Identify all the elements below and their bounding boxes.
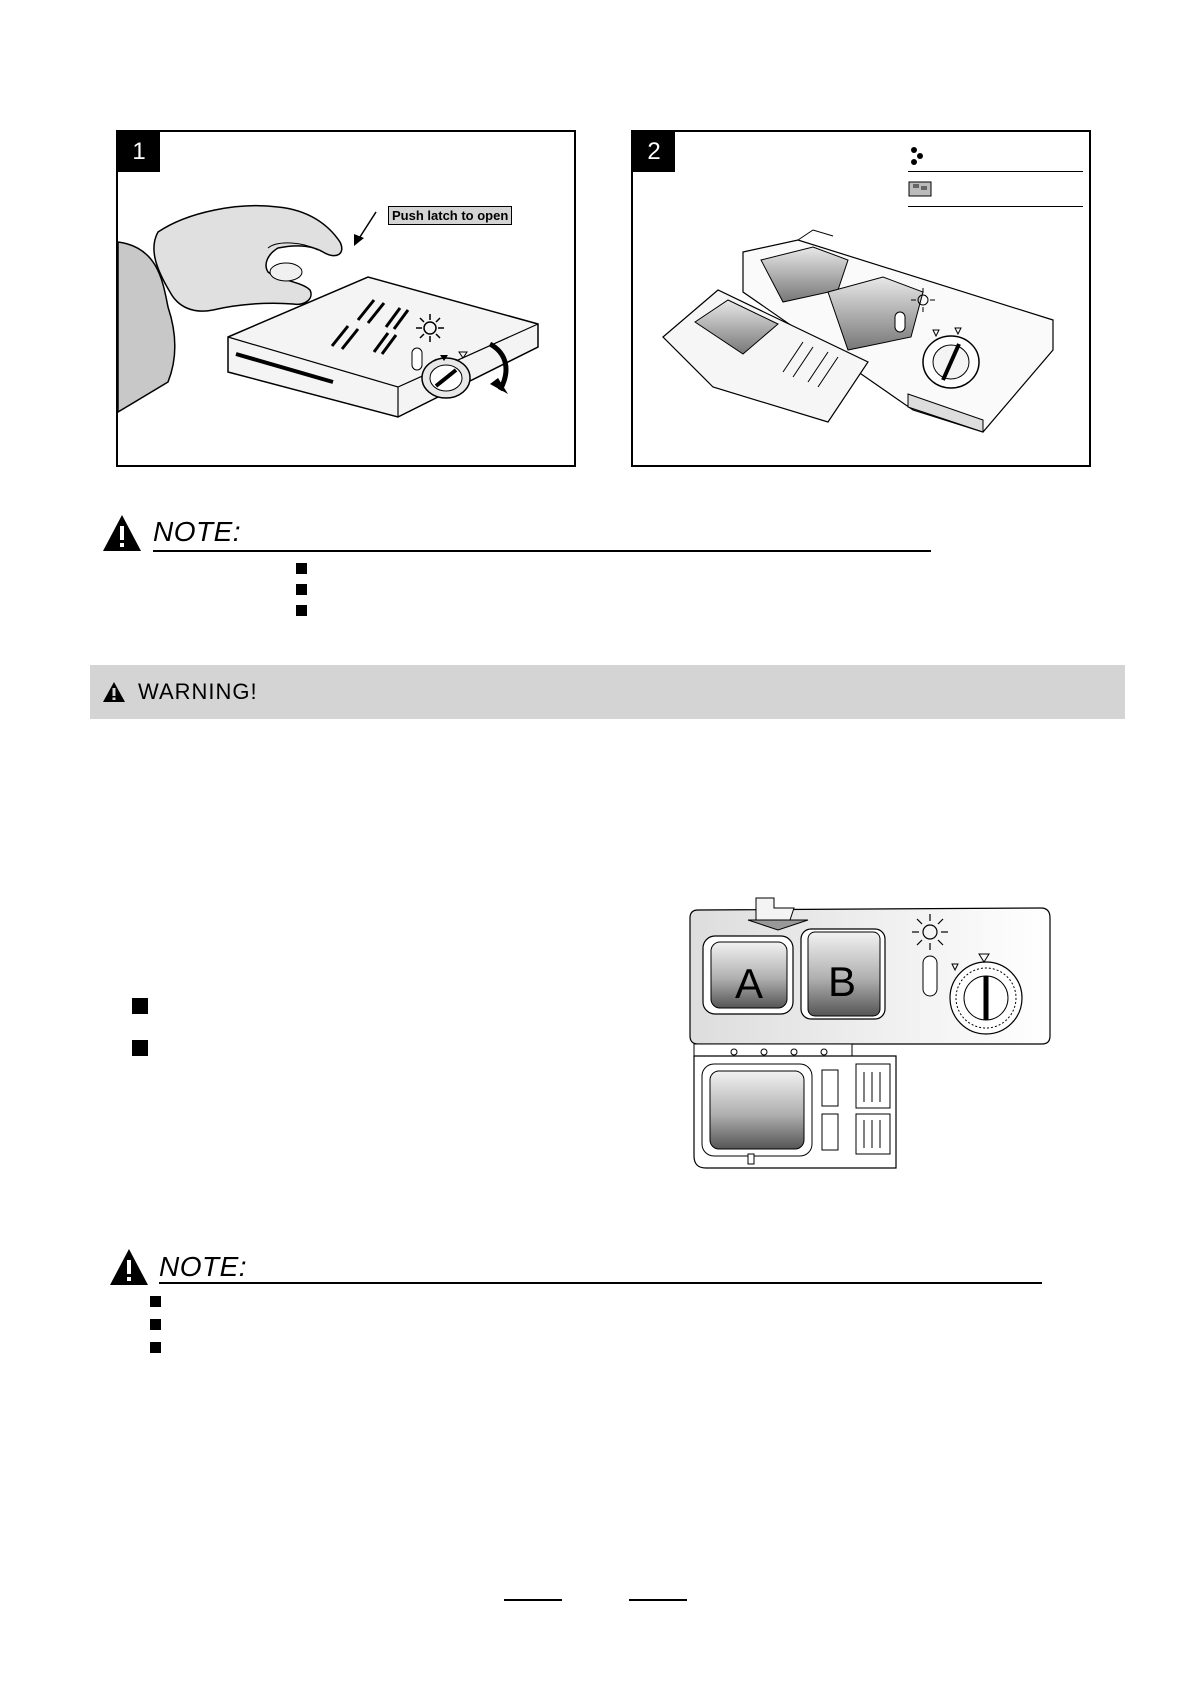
middle-bullet-2	[132, 1040, 148, 1056]
warning-title: WARNING!	[138, 679, 258, 704]
note-2-warning-icon	[108, 1247, 150, 1287]
figure-2-illustration	[633, 132, 1089, 465]
note-2-underline	[159, 1282, 1042, 1284]
note-2-bullet-1	[150, 1296, 161, 1307]
compartment-b-label: B	[828, 958, 857, 1005]
note-1-title: NOTE:	[153, 516, 242, 547]
note-1-bullet-3	[296, 605, 307, 616]
note-1-bullet-2	[296, 584, 307, 595]
note-2-bullet-3	[150, 1342, 161, 1353]
warning-icon	[102, 681, 126, 703]
note-1-underline	[153, 550, 931, 552]
note-1-warning-icon	[101, 513, 143, 553]
figure-2-panel	[631, 130, 1091, 467]
compartment-a-label: A	[735, 960, 764, 1007]
dispenser-diagram	[686, 896, 1071, 1171]
note-2-bullet-2	[150, 1319, 161, 1330]
note-2-title: NOTE:	[159, 1251, 248, 1282]
figure-1-number: 1	[118, 132, 160, 172]
push-latch-callout: Push latch to open	[388, 206, 512, 225]
footer-line-right	[629, 1599, 687, 1601]
figure-2-number: 2	[633, 132, 675, 172]
footer-line-left	[504, 1599, 562, 1601]
figure-1-panel	[116, 130, 576, 467]
note-1-bullet-1	[296, 563, 307, 574]
figure-1-illustration	[118, 132, 574, 465]
middle-bullet-1	[132, 998, 148, 1014]
